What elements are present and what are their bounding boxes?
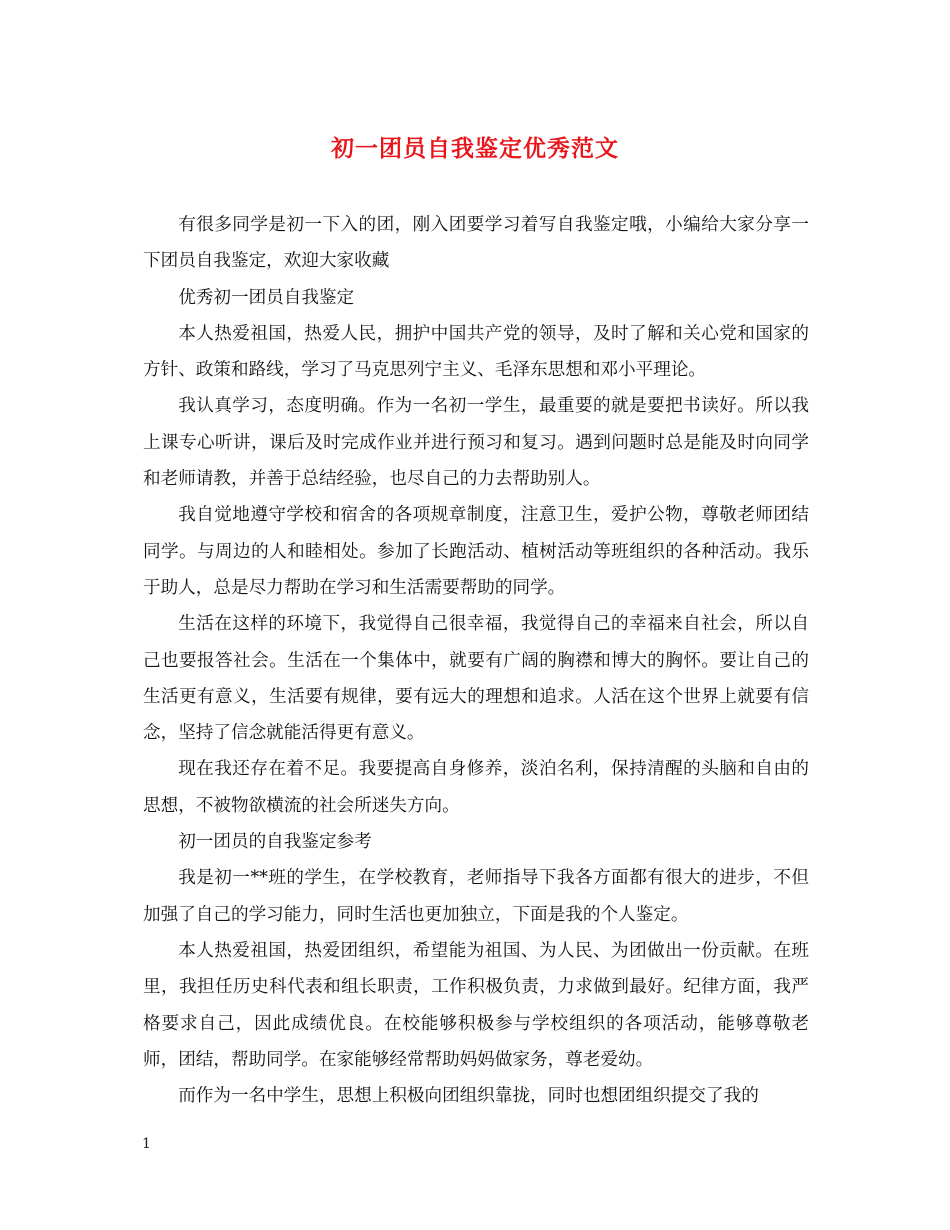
paragraph-intro: 有很多同学是初一下入的团，刚入团要学习着写自我鉴定哦，小编给大家分享一下团员自我鉴定，欢迎大家收藏 [143, 215, 809, 272]
document-body [143, 207, 809, 1114]
paragraph-shortcomings: 现在我还存在着不足。我要提高自身修养，淡泊名利，保持清醒的头脑和自由的思想，不被物欲横流的社会所迷失方向。 [143, 759, 809, 816]
paragraph-discipline: 我自觉地遵守学校和宿舍的各项规章制度，注意卫生，爱护公物，尊敬老师团结同学。与周边的人和睦相处。参加了长跑活动、植树活动等班组织的各种活动。我乐于助人，总是尽力帮助在学习和生活需要帮助的同学。 [143, 505, 809, 598]
paragraph-patriotism: 本人热爱祖国，热爱人民，拥护中国共产党的领导，及时了解和关心党和国家的方针、政策和路线，学习了马克思列宁主义、毛泽东思想和邓小平理论。 [143, 323, 809, 381]
paragraph-life: 生活在这样的环境下，我觉得自己很幸福，我觉得自己的幸福来自社会，所以自己也要报答社会。生活在一个集体中，就要有广阔的胸襟和博大的胸怀。要让自己的生活更有意义，生活要有规律，要有远大的理想和追求。人活在这个世界上就要有信念，坚持了信念就能活得更有意义。 [143, 614, 809, 744]
section-heading-reference: 初一团员的自我鉴定参考 [178, 832, 372, 853]
section-heading-excellent: 优秀初一团员自我鉴定 [178, 287, 355, 308]
paragraph-love-league: 本人热爱祖国，热爱团组织，希望能为祖国、为人民、为团做出一份贡献。在班里，我担任历史科代表和组长职责，工作积极负责，力求做到最好。纪律方面，我严格要求自己，因此成绩优良。在校能够积极参与学校组织的各项活动，能够尊敬老师，团结，帮助同学。在家能够经常帮助妈妈做家务，尊老爱幼。 [143, 940, 809, 1070]
paragraph-class-intro: 我是初一**班的学生，在学校教育，老师指导下我各方面都有很大的进步，不但加强了自己的学习能力，同时生活也更加独立，下面是我的个人鉴定。 [143, 868, 809, 925]
paragraph-middle-school: 而作为一名中学生，思想上积极向团组织靠拢，同时也想团组织提交了我的 [178, 1086, 759, 1107]
document-title: 初一团员自我鉴定优秀范文 [331, 135, 619, 162]
page-number: 1 [142, 1136, 151, 1152]
paragraph-study: 我认真学习，态度明确。作为一名初一学生，最重要的就是要把书读好。所以我上课专心听讲，课后及时完成作业并进行预习和复习。遇到问题时总是能及时向同学和老师请教，并善于总结经验，也尽自己的力去帮助别人。 [143, 396, 809, 490]
